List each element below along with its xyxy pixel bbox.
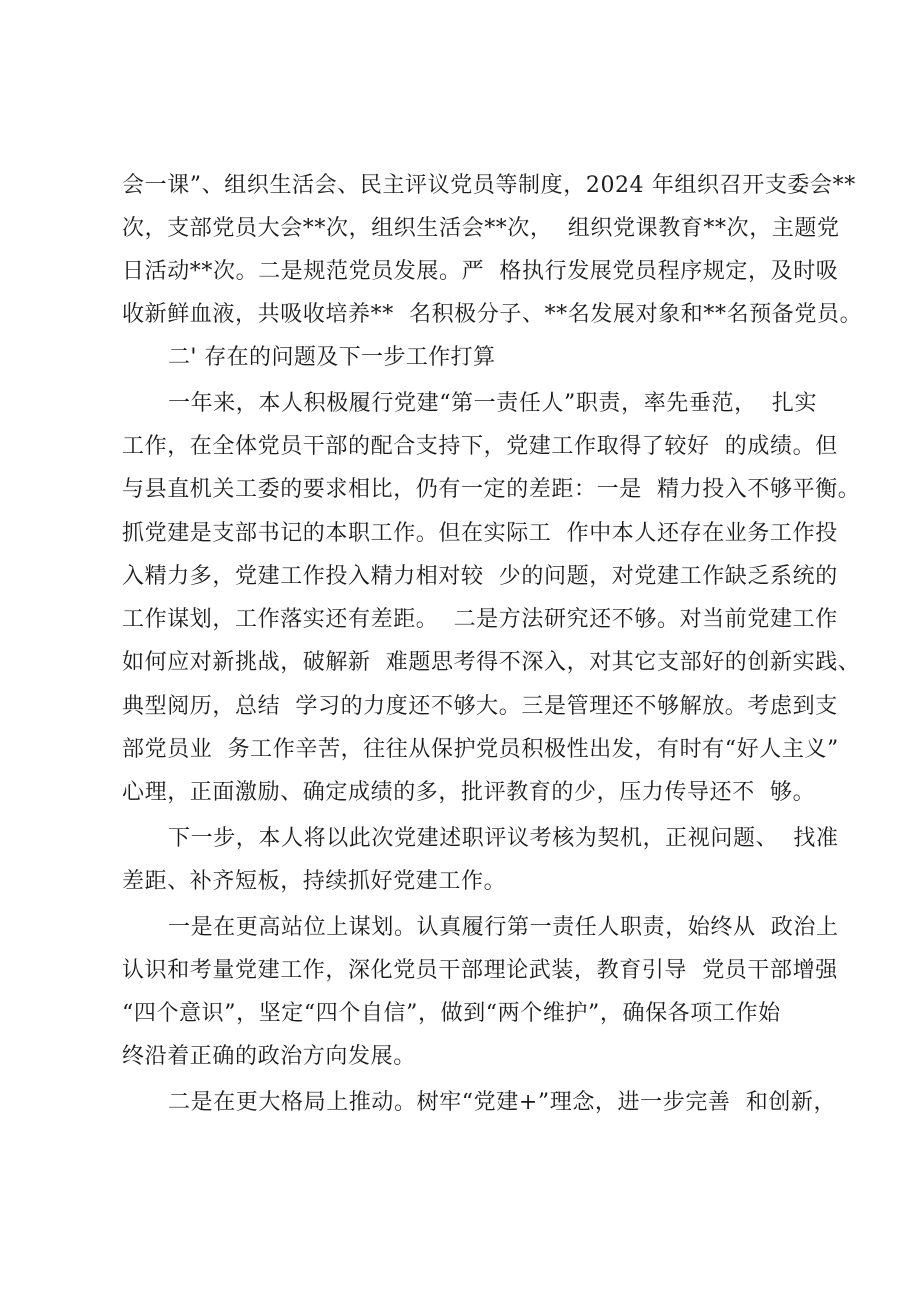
body-text-line: 一是在更高站位上谋划。认真履行第一责任人职责，始终从 政治上 (168, 915, 839, 940)
body-text-line: 下一步，本人将以此次党建述职评议考核为契机，正视问题、 找准 (168, 826, 839, 851)
body-text-line: 心理，正面激励、确定成绩的多，批评教育的少，压力传导还不 够。 (122, 780, 816, 805)
body-text-line: 次，支部党员大会**次，组织生活会**次， 组织党课教育**次，主题党 (122, 216, 840, 241)
body-text-line: 终沿着正确的政治方向发展。 (122, 1044, 416, 1069)
body-text-line: 收新鲜血液，共吸收培养** 名积极分子、**名发展对象和**名预备党员。 (122, 302, 863, 327)
body-text-line: 典型阅历，总结 学习的力度还不够大。三是管理还不够解放。考虑到支 (122, 694, 838, 719)
section-heading: 二' 存在的问题及下一步工作打算 (168, 345, 496, 370)
body-text-line: 入精力多，党建工作投入精力相对较 少的问题，对党建工作缺乏系统的 (122, 564, 838, 589)
body-text-line: 抓党建是支部书记的本职工作。但在实际工 作中本人还存在业务工作投 (122, 521, 838, 546)
body-text-line: 日活动**次。二是规范党员发展。严 格执行发展党员程序规定，及时吸 (122, 259, 839, 284)
body-text-line: 工作谋划，工作落实还有差距。 二是方法研究还不够。对当前党建工作 (122, 607, 838, 632)
body-text-line: 部党员业 务工作辛苦，往往从保护党员积极性出发，有时有“好人主义” (122, 737, 839, 762)
body-text-line: 工作，在全体党员干部的配合支持下，党建工作取得了较好 的成绩。但 (122, 434, 838, 459)
body-text-line: 与县直机关工委的要求相比，仍有一定的差距：一是 精力投入不够平衡。 (122, 477, 861, 502)
body-text-line: 会一课”、组织生活会、民主评议党员等制度，2024 年组织召开支委会** (122, 173, 856, 198)
body-text-line: 差距、补齐短板，持续抓好党建工作。 (122, 869, 507, 894)
body-text-line: 如何应对新挑战，破解新 难题思考得不深入，对其它支部好的创新实践、 (122, 650, 861, 675)
body-text-line: 一年来，本人积极履行党建“第一责任人”职责，率先垂范， 扎实 (168, 391, 818, 416)
body-text-line: 认识和考量党建工作，深化党员干部理论武装，教育引导 党员干部增强 (122, 958, 838, 983)
body-text-line: 二是在更大格局上推动。树牢“党建+”理念，进一步完善 和创新， (168, 1090, 837, 1115)
body-text-line: “四个意识”，坚定“四个自信”，做到“两个维护”，确保各项工作始 (122, 1001, 781, 1026)
